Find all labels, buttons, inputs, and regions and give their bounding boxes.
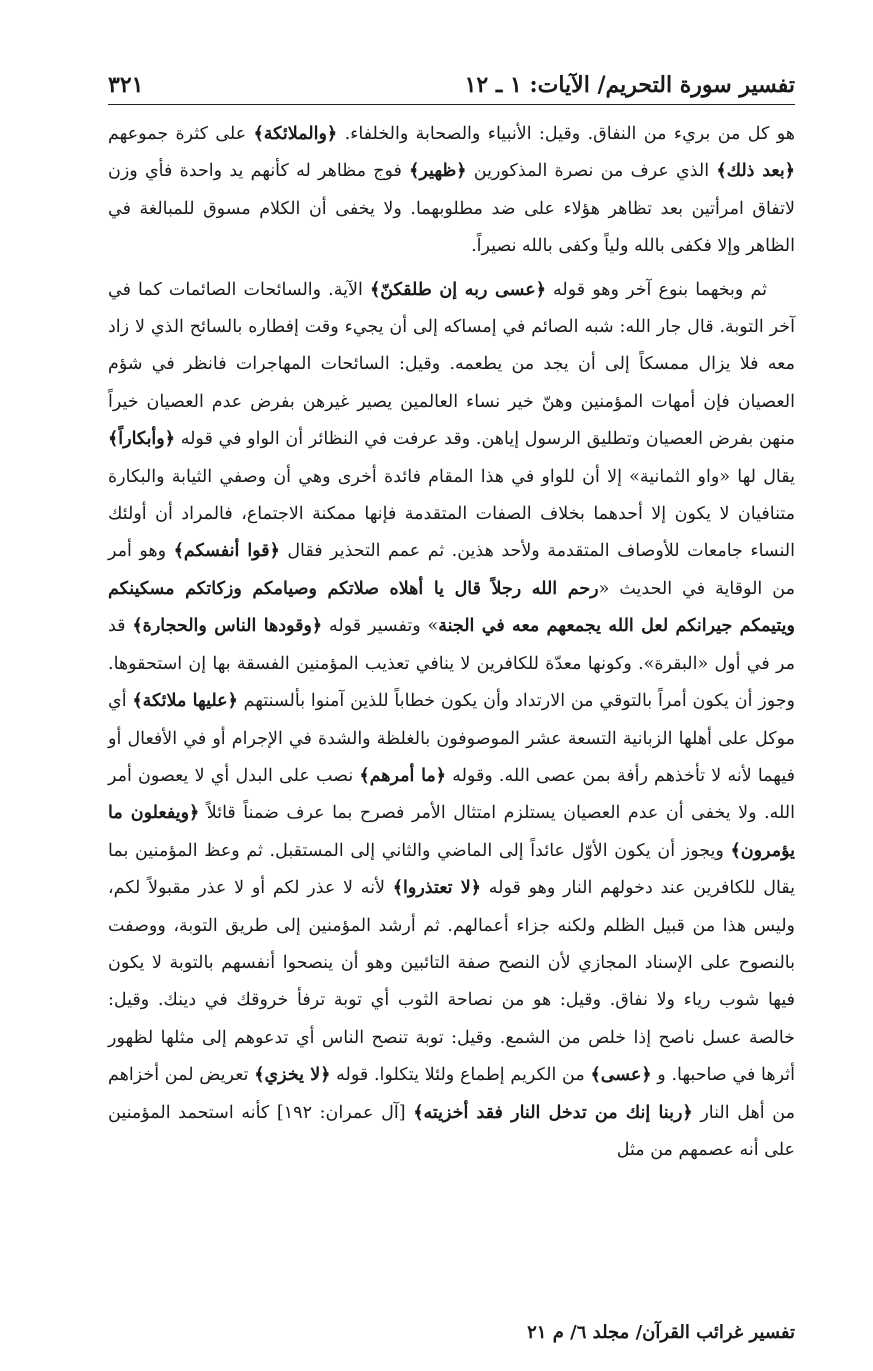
quote-segment: ﴿وأبكاراً﴾ (108, 429, 176, 450)
text-segment: تعريض لمن أخزاهم من أهل النار (108, 1065, 795, 1123)
text-segment: أي موكل على أهلها الزبانية التسعة عشر الموصوفون بالغلظة والشدة في الإجرام أو في الأفعال أو فيهما لأنه لا تأخذهم رأفة بمن عصى الله. وقوله (108, 691, 795, 786)
text-segment: لأنه لا عذر لكم أو لا عذر مقبولاً لكم، وليس هذا من قبيل الظلم ولكنه جزاء أعمالهم. ثم أرشد المؤمنين إلى طريق التوبة، ووصفت بالنصوح على الإسناد المجازي لأن النصح صفة التائبين وهو أن ينصحوا أنفسهم بالتوبة لا يكون فيها شوب رياء ولا نفاق. وقيل: هو من نصاحة الثوب أي توبة ترفأ خروقك في دينك. وقيل: خالصة عسل ناصح إذا خلص من الشمع. وقيل: توبة تنصح الناس أي تدعوهم إلى مثلها لظهور أثرها في صاحبها. و (108, 878, 795, 1086)
paragraph-1 (108, 116, 795, 266)
text-segment: الذي عرف من نصرة المذكورين (466, 161, 717, 182)
paragraph-2 (108, 272, 795, 1170)
quote-segment: ﴿ويفعلون ما يؤمرون﴾ (108, 803, 795, 861)
page-number: ٣٢١ (108, 72, 144, 98)
text-segment: وهو أمر من الوقاية في الحديث « (108, 541, 795, 599)
quote-segment: ﴿قوا أنفسكم﴾ (173, 541, 280, 562)
text-segment: على كثرة جموعهم (108, 124, 254, 144)
quote-segment: ﴿عليها ملائكة﴾ (132, 691, 238, 712)
quote-segment: ﴿لا تعتذروا﴾ (392, 878, 482, 899)
quote-segment: ﴿ظهير﴾ (409, 161, 467, 182)
text-segment: ويجوز أن يكون الأوّل عائداً إلى الماضي والثاني إلى المستقبل. ثم وعظ المؤمنين بما يقال للكافرين عند دخولهم النار وهو قوله (108, 840, 795, 899)
text-segment: قد مر في أول «البقرة». وكونها معدّة للكافرين لا ينافي تعذيب المؤمنين الفسقة بها إن استحقوها. وجوز أن يكون أمراً بالتوقي من الارتداد وأن يكون خطاباً للذين آمنوا بألسنتهم (108, 616, 795, 712)
page-footer: تفسير غرائب القرآن/ مجلد ٦/ م ٢١ (527, 1322, 795, 1343)
page-header (108, 62, 795, 105)
text-segment: ثم وبخهما بنوع آخر وهو قوله (545, 279, 767, 300)
text-segment: من الكريم إطماع ولئلا يتكلوا. قوله (330, 1065, 591, 1086)
text-segment: الآية. والسائحات الصائمات كما في آخر التوبة. قال جار الله: شبه الصائم في إمساكه إلى أن يجيء وقت إفطاره بالسائح الذي لا زاد معه فلا يزال ممسكاً إلى أن يجد من يطعمه. وقيل: السائحات المهاجرات فانظر في شؤم العصيان فإن أمهات المؤمنين وهنّ خير نساء العالمين يصير غيرهن بفرض عدم العصيان خيراً منهن بفرض العصيان وتطليق الرسول إياهن. وقد عرفت في النظائر أن الواو في قوله (108, 279, 795, 450)
quote-segment: ﴿بعد ذلك﴾ (716, 161, 795, 182)
text-segment: [آل عمران: ١٩٢] كأنه استحمد المؤمنين على أنه عصمهم من مثل (108, 1102, 795, 1160)
running-title: تفسير سورة التحريم/ الآيات: ١ ـ ١٢ (464, 72, 795, 98)
quote-segment: ﴿عسى ربه إن طلقكنّ﴾ (369, 279, 546, 300)
quote-segment: ﴿ربنا إنك من تدخل النار فقد أخزيته﴾ (413, 1102, 693, 1123)
quote-segment: ﴿وقودها الناس والحجارة﴾ (132, 616, 323, 637)
quote-segment: رحم الله رجلاً قال يا أهلاه صلاتكم وصيامكم وزكاتكم مسكينكم ويتيمكم جيرانكم لعل الله يجمعهم معه في الجنة (108, 578, 795, 637)
quote-segment: ﴿والملائكة﴾ (253, 124, 338, 144)
quote-segment: ﴿عسى﴾ (590, 1065, 652, 1086)
text-segment: هو كل من بريء من النفاق. وقيل: الأنبياء والصحابة والخلفاء. (337, 124, 796, 144)
text-segment: فوج مظاهر له كأنهم يد واحدة فأي وزن لاتفاق امرأتين بعد تظاهر هؤلاء على ضد مطلوبهما. ولا يخفى أن الكلام مسوق للمبالغة في الظاهر وإلا فكفى بالله ولياً وكفى بالله نصيراً. (108, 161, 795, 257)
page-body (108, 116, 795, 1175)
text-segment: » وتفسير قوله (322, 616, 439, 637)
text-segment: نصب على البدل أي لا يعصون أمر الله. ولا يخفى أن عدم العصيان يستلزم امتثال الأمر فصرح بما عرف ضمناً قائلاً (108, 765, 796, 824)
quote-segment: ﴿ما أمرهم﴾ (359, 765, 447, 786)
quote-segment: ﴿لا يخزي﴾ (254, 1065, 331, 1086)
text-segment: يقال لها «واو الثمانية» إلا أن للواو في هذا المقام فائدة أخرى وهي أن وصفي الثيابة والبكارة متنافيان لا يكون إلا أحدهما بخلاف الصفات المتقدمة فإنها ممكنة الاجتماع، فالمراد أن أولئك النساء جامعات للأوصاف المتقدمة ولأحد هذين. ثم عمم التحذير فقال (108, 466, 795, 562)
